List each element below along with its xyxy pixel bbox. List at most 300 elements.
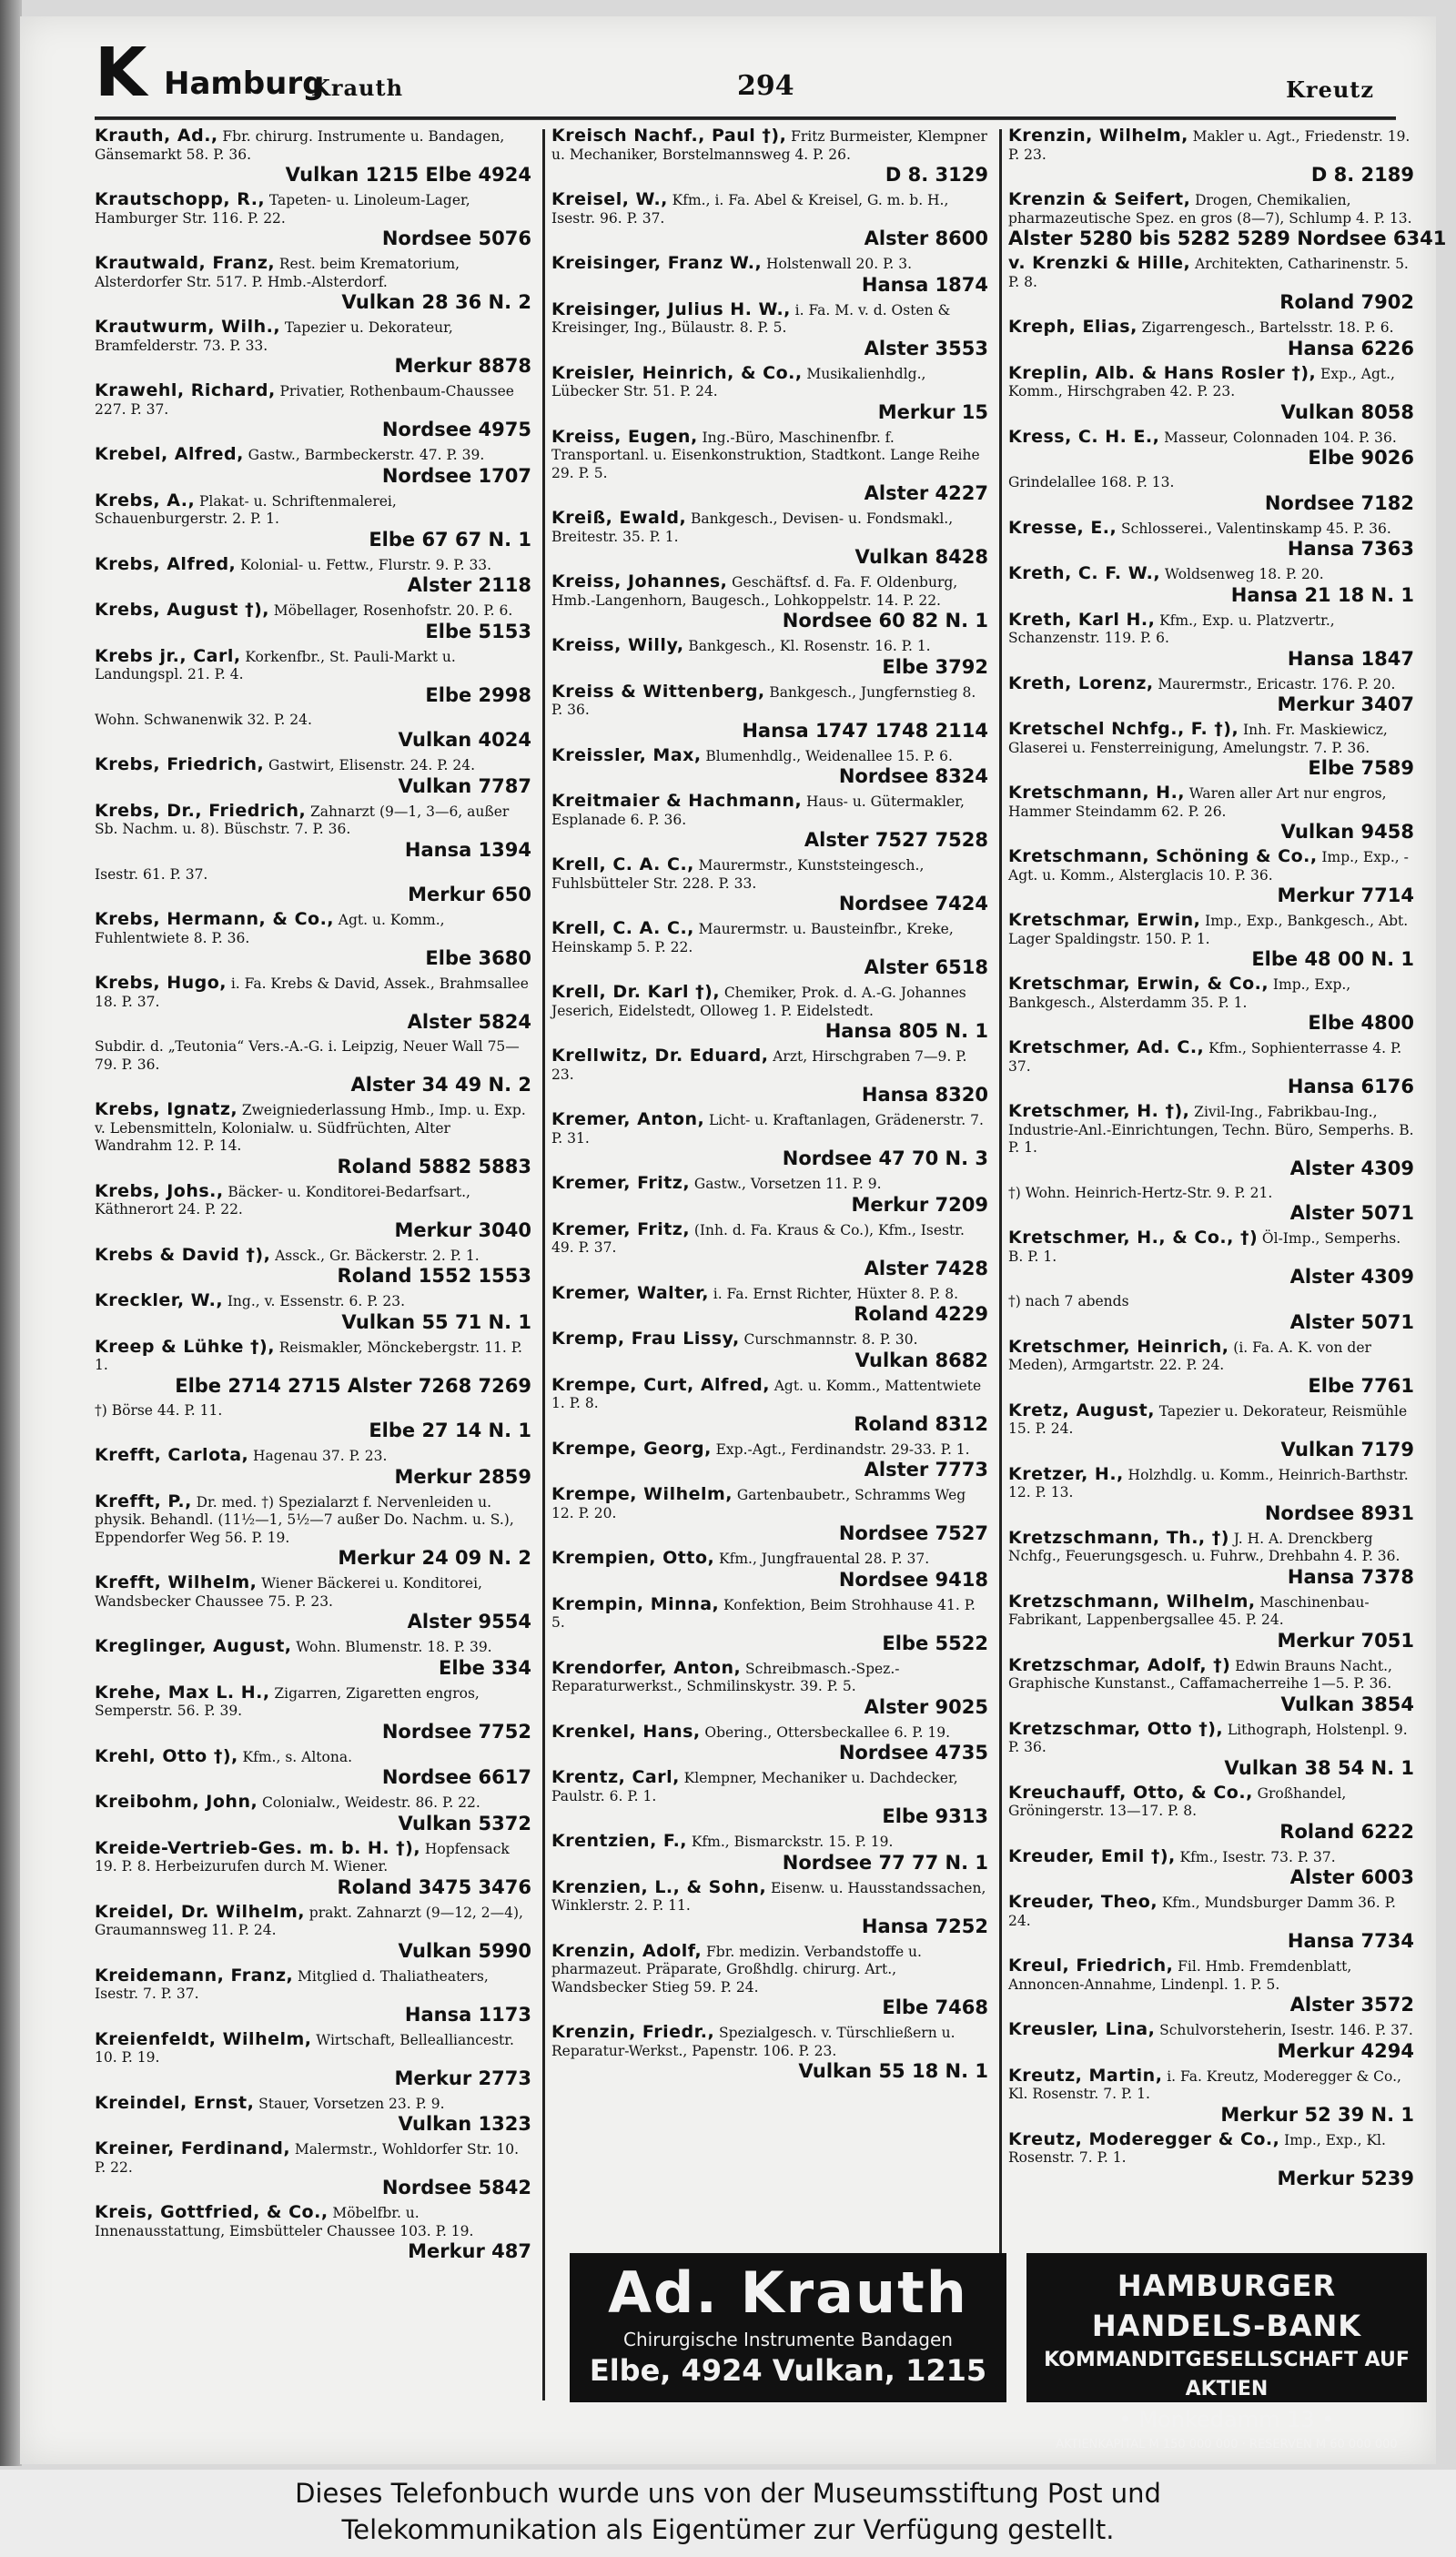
directory-entry — [1008, 517, 1414, 561]
entry-phone-numbers: Alster 6518 — [864, 956, 988, 978]
entry-phone-numbers: Vulkan 7787 — [398, 774, 531, 797]
entry-name: Kreitmaier & Hachmann, — [551, 791, 803, 811]
directory-entry — [551, 298, 988, 360]
city-name: Hamburg — [164, 66, 325, 102]
entry-description: Korkenfbr., St. Pauli-Markt u. Landungspl. 21. P. 4. — [95, 648, 456, 682]
directory-entry — [95, 191, 531, 250]
entry-phone-numbers: Elbe 7589 — [1308, 757, 1414, 779]
directory-entry — [95, 553, 531, 598]
entry-phone-numbers: Nordsee 6617 — [381, 1766, 531, 1788]
entry-description: Tapezier u. Dekorateur, Bramfelderstr. 73. P. 33. — [95, 319, 453, 354]
directory-entry — [1008, 1336, 1414, 1398]
entry-description: Stauer, Vorsetzen 23. P. 9. — [258, 2095, 445, 2112]
entry-name: Kreisinger, Franz W., — [551, 253, 763, 273]
entry-name: Krautwurm, Wilh., — [95, 317, 281, 337]
entry-name: Kremer, Fritz, — [551, 1218, 691, 1239]
entry-description: Lithograph, Holstenpl. 9. P. 36. — [1008, 1721, 1408, 1755]
entry-description: Plakat- u. Schriftenmalerei, Schauenburgerstr. 2. P. 1. — [95, 492, 397, 527]
entry-phone-numbers: Alster 5824 — [407, 1011, 531, 1033]
directory-entry — [1008, 318, 1414, 360]
entry-phone-numbers: Hansa 6176 — [1287, 1076, 1414, 1097]
directory-entry — [95, 1745, 531, 1790]
directory-entry — [551, 1833, 988, 1875]
entry-description: Spezialgesch. v. Türschließern u. Reparatur-Werkst., Papenstr. 106. P. 23. — [551, 2025, 956, 2059]
directory-entry — [1008, 474, 1414, 515]
directory-entry — [95, 800, 531, 862]
entry-description: Imp., Exp., Bankgesch., Abt. Lager Spaldingstr. 150. P. 1. — [1008, 913, 1409, 947]
entry-phone-numbers: Elbe 27 14 N. 1 — [369, 1420, 531, 1441]
entry-description: Exp.-Agt., Ferdinandstr. 29-33. P. 1. — [715, 1440, 970, 1458]
entry-name: Kreplin, Alb. & Hans Rosler †), — [1008, 362, 1317, 383]
entry-description: Maurermstr., Ericastr. 176. P. 20. — [1158, 675, 1396, 692]
entry-name: Krebs, Ignatz, — [95, 1099, 238, 1119]
directory-entry — [95, 2092, 531, 2137]
entry-name: Krell, C. A. C., — [551, 918, 694, 938]
directory-entry — [551, 1330, 988, 1372]
directory-entry — [95, 1574, 531, 1633]
directory-entry — [1008, 1103, 1414, 1180]
entry-description: Agt. u. Komm., Mattentwiete 1. P. 8. — [551, 1377, 982, 1411]
directory-entry — [551, 426, 988, 506]
entry-name: Kreglinger, August, — [95, 1636, 292, 1656]
entry-name: Kretschmer, H., & Co., †) — [1008, 1228, 1259, 1248]
entry-description: Gastwirt, Elisenstr. 24. P. 24. — [268, 757, 476, 773]
directory-entry — [1008, 975, 1414, 1035]
entry-description: Masseur, Colonnaden 104. P. 36. — [1164, 429, 1397, 446]
column-3 — [1008, 126, 1447, 2402]
entry-description: Drogen, Chemikalien, pharmazeutische Spez. en gros (8—7), Schlump 4. P. 13. — [1008, 192, 1412, 227]
entry-description: Haus- u. Gütermakler, Esplanade 6. P. 36. — [551, 793, 965, 828]
entry-name: Kreiss & Wittenberg, — [551, 681, 765, 702]
entry-name: Kretzer, H., — [1008, 1463, 1124, 1484]
entry-description: Tapeten- u. Linoleum-Lager, Hamburger Str. 116. P. 22. — [95, 192, 470, 227]
entry-description: Schulvorsteherin, Isestr. 146. P. 37. — [1159, 2022, 1413, 2038]
directory-entry — [95, 2028, 531, 2090]
entry-name: Kreiss, Eugen, — [551, 426, 698, 447]
entry-description: Schlosserei., Valentinskamp 45. P. 36. — [1121, 520, 1391, 537]
directory-entry — [95, 1493, 531, 1571]
entry-phone-numbers: Alster 7527 7528 — [804, 829, 988, 851]
entry-description: Malermstr., Wohldorfer Str. 10. P. 22. — [95, 2141, 520, 2176]
entry-phone-numbers: Nordsee 1707 — [381, 464, 531, 487]
directory-entry — [551, 637, 988, 679]
directory-entry — [95, 127, 531, 187]
directory-entry — [95, 1038, 531, 1097]
entry-description: i. Fa. Ernst Richter, Hüxter 8. P. 8. — [713, 1285, 959, 1302]
entry-name: Kreisinger, Julius H. W., — [551, 298, 791, 319]
directory-entry — [551, 573, 988, 632]
entry-phone-numbers: D 8. 2189 — [1310, 164, 1414, 186]
directory-entry — [1008, 1293, 1414, 1334]
entry-name: Krauth, Ad., — [95, 126, 218, 146]
entry-description: Wohn. Blumenstr. 18. P. 39. — [296, 1639, 492, 1655]
entry-phone-numbers: Hansa 1173 — [404, 2003, 531, 2026]
entry-name: Kreuder, Theo, — [1008, 1892, 1158, 1912]
directory-entry — [551, 1550, 988, 1592]
entry-name: Kremp, Frau Lissy, — [551, 1329, 740, 1349]
entry-phone-numbers: Elbe 48 00 N. 1 — [1251, 948, 1414, 970]
entry-phone-numbers: Elbe 7761 — [1308, 1374, 1414, 1397]
entry-name: Kresse, E., — [1008, 517, 1117, 538]
entry-name: Kretzschmar, Adolf, †) — [1008, 1654, 1231, 1675]
entry-phone-numbers: Roland 5882 5883 — [337, 1155, 531, 1177]
directory-entry — [1008, 2021, 1414, 2063]
entry-description: Maurermstr. u. Bausteinfbr., Kreke, Heinskamp 5. P. 22. — [551, 921, 954, 955]
entry-name: Krenkel, Hans, — [551, 1721, 701, 1742]
entry-phone-numbers: Roland 8312 — [854, 1412, 988, 1435]
entry-name: Kreide-Vertrieb-Ges. m. b. H. †), — [95, 1837, 421, 1858]
entry-phone-numbers: Hansa 21 18 N. 1 — [1230, 583, 1414, 606]
entry-description: †) Wohn. Heinrich-Hertz-Str. 9. P. 21. — [1008, 1184, 1273, 1201]
entry-phone-numbers: Merkur 3407 — [1277, 693, 1414, 715]
entry-description: Wirtschaft, Bellealliancestr. 10. P. 19. — [95, 2031, 514, 2066]
entry-phone-numbers: Alster 3572 — [1289, 1994, 1414, 2016]
entry-phone-numbers: Vulkan 1215 Elbe 4924 — [285, 164, 531, 186]
entry-name: Kreutz, Moderegger & Co., — [1008, 2128, 1280, 2149]
last-entry-keyword: Kreutz — [1286, 76, 1374, 103]
directory-entry — [551, 1440, 988, 1482]
directory-entry — [95, 911, 531, 970]
entry-description: Bankgesch., Kl. Rosenstr. 16. P. 1. — [688, 638, 931, 654]
entry-phone-numbers: Nordsee 4975 — [381, 419, 531, 440]
entry-phone-numbers: Nordsee 8931 — [1264, 1501, 1414, 1524]
entry-phone-numbers: Hansa 805 N. 1 — [824, 1020, 988, 1042]
entry-description: Gartenbaubetr., Schramms Weg 12. P. 20. — [551, 1487, 966, 1521]
entry-name: Kretzschmann, Th., †) — [1008, 1527, 1229, 1548]
entry-name: Krempien, Otto, — [551, 1548, 715, 1568]
entry-phone-numbers: Roland 4229 — [854, 1303, 988, 1325]
directory-entry — [551, 191, 988, 250]
entry-phone-numbers: Elbe 2714 2715 Alster 7268 7269 — [175, 1374, 531, 1397]
entry-description: Obering., Ottersbeckallee 6. P. 19. — [704, 1723, 951, 1741]
entry-phone-numbers: Vulkan 4024 — [398, 729, 531, 751]
entry-description: Architekten, Catharinenstr. 5. P. 8. — [1008, 256, 1409, 290]
entry-name: Krebs, Alfred, — [95, 553, 237, 574]
entry-phone-numbers: Alster 4309 — [1289, 1266, 1414, 1288]
entry-name: Kreph, Elias, — [1008, 317, 1138, 337]
entry-description: Geschäftsf. d. Fa. F. Oldenburg, Hmb.-Langenhorn, Baugesch., Lohkoppelstr. 14. P. 22. — [551, 574, 958, 609]
column-1 — [95, 127, 531, 2402]
entry-name: Krebs, Dr., Friedrich, — [95, 800, 307, 821]
entry-name: Kreiss, Willy, — [551, 635, 684, 655]
footer-line-2: Telekommunikation als Eigentümer zur Verfügung gestellt. — [341, 2514, 1115, 2545]
directory-entry — [95, 1292, 531, 1334]
entry-name: Krenzin, Friedr., — [551, 2022, 715, 2042]
entry-name: Krempe, Curt, Alfred, — [551, 1374, 770, 1395]
entry-phone-numbers: Merkur 3040 — [394, 1218, 531, 1241]
directory-entry — [551, 984, 988, 1043]
entry-description: Wiener Bäckerei u. Konditorei, Wandsbecker Chaussee 75. P. 23. — [95, 1575, 482, 1610]
entry-phone-numbers: Alster 4309 — [1289, 1157, 1414, 1179]
directory-entry — [1008, 1784, 1414, 1844]
entry-description: i. Fa. Krebs & David, Assek., Brahmsallee 18. P. 37. — [95, 975, 529, 1010]
entry-description: i. Fa. M. v. d. Osten & Kreisinger, Ing., Bülaustr. 8. P. 5. — [551, 301, 951, 336]
directory-entry — [95, 1794, 531, 1835]
entry-description: Grindelallee 168. P. 13. — [1008, 474, 1175, 490]
directory-entry — [1008, 1894, 1414, 1953]
entry-description: Agt. u. Komm., Fuhlentwiete 8. P. 36. — [95, 912, 445, 946]
entry-name: Kretschmann, H., — [1008, 783, 1186, 803]
entry-phone-numbers: Alster 3553 — [864, 337, 988, 359]
entry-description: Klempner, Mechaniker u. Dachdecker, Paulstr. 6. P. 1. — [551, 1770, 958, 1804]
entry-phone-numbers: Nordsee 7182 — [1264, 491, 1414, 514]
entry-description: Colonialw., Weidestr. 86. P. 22. — [261, 1794, 480, 1811]
entry-phone-numbers: Merkur 24 09 N. 2 — [338, 1547, 531, 1569]
entry-phone-numbers: Nordsee 77 77 N. 1 — [782, 1851, 988, 1874]
page-number: 294 — [737, 70, 794, 102]
entry-description: Möbellager, Rosenhofstr. 20. P. 6. — [273, 602, 513, 619]
entry-name: Kreissler, Max, — [551, 744, 702, 765]
entry-description: Bankgesch., Jungfernstieg 8. P. 36. — [551, 683, 976, 718]
entry-phone-numbers: Merkur 7209 — [851, 1193, 988, 1216]
archive-footer — [0, 2470, 1456, 2557]
entry-name: Kreis, Gottfried, & Co., — [95, 2202, 329, 2222]
entry-phone-numbers: Nordsee 5076 — [381, 227, 531, 249]
entry-name: Krautschopp, R., — [95, 189, 266, 209]
entry-phone-numbers: Hansa 7363 — [1287, 538, 1414, 560]
entry-phone-numbers: Alster 7428 — [864, 1257, 988, 1279]
entry-name: Krebs, A., — [95, 490, 196, 510]
directory-entry — [1008, 426, 1414, 470]
entry-name: Kreth, Karl H., — [1008, 609, 1156, 630]
directory-entry — [95, 1967, 531, 2026]
entry-name: Kretschmer, Heinrich, — [1008, 1336, 1229, 1357]
directory-entry — [551, 362, 988, 424]
entry-phone-numbers: Hansa 1874 — [861, 273, 988, 296]
entry-phone-numbers: Vulkan 8682 — [854, 1349, 988, 1371]
entry-description: Kfm., Jungfrauental 28. P. 37. — [719, 1551, 930, 1567]
directory-entry — [1008, 1593, 1414, 1652]
entry-phone-numbers: Vulkan 3854 — [1280, 1693, 1414, 1715]
entry-name: Krehe, Max L. H., — [95, 1682, 270, 1703]
entry-name: Krempe, Wilhelm, — [551, 1484, 733, 1504]
directory-entry — [95, 866, 531, 907]
ad-krauth-phones: Elbe, 4924 Vulkan, 1215 — [589, 2353, 987, 2388]
entry-name: Krebs, August †), — [95, 600, 269, 620]
entry-name: Krenzin & Seifert, — [1008, 189, 1191, 209]
directory-entry — [95, 382, 531, 441]
entry-name: Krempin, Minna, — [551, 1593, 720, 1614]
entry-phone-numbers: Merkur 15 — [877, 400, 988, 423]
entry-description: Mitglied d. Thaliatheaters, Isestr. 7. P. 37. — [95, 1967, 489, 2002]
entry-description: Chemiker, Prok. d. A.-G. Johannes Jeserich, Eidelstedt, Olloweg 1. P. Eidelstedt. — [551, 985, 966, 1019]
entry-phone-numbers: Nordsee 7424 — [838, 893, 988, 915]
entry-phone-numbers: Merkur 7051 — [1277, 1629, 1414, 1652]
entry-name: Krenzin, Adolf, — [551, 1940, 703, 1961]
directory-entry — [1008, 1229, 1414, 1289]
entry-description: Maschinenbau-Fabrikant, Lappenbergsallee 45. P. 24. — [1008, 1593, 1370, 1628]
entry-description: Kfm., Mundsburger Damm 36. P. 24. — [1008, 1895, 1396, 1929]
entry-phone-numbers: Vulkan 55 71 N. 1 — [341, 1310, 531, 1333]
entry-phone-numbers: Merkur 2773 — [394, 2067, 531, 2089]
entry-description: Reismakler, Mönckebergstr. 11. P. 1. — [95, 1339, 522, 1373]
entry-name: Kremer, Walter, — [551, 1282, 709, 1303]
directory-entry — [95, 1101, 531, 1178]
directory-entry — [95, 1638, 531, 1680]
directory-entry — [1008, 565, 1414, 607]
entry-phone-numbers: Alster 5280 bis 5282 5289 Nordsee 6341 — [1008, 227, 1447, 249]
directory-entry — [95, 601, 531, 643]
directory-entry — [1008, 1463, 1414, 1525]
directory-entry — [95, 1180, 531, 1242]
directory-entry — [1008, 672, 1414, 717]
entry-name: v. Krenzki & Hille, — [1008, 253, 1191, 273]
entry-description: Bankgesch., Devisen- u. Fondsmakl., Breitestr. 35. P. 1. — [551, 510, 954, 545]
entry-name: Kretschmann, Schöning & Co., — [1008, 846, 1318, 866]
entry-phone-numbers: Nordsee 7752 — [381, 1720, 531, 1743]
entry-description: Hopfensack 19. P. 8. Herbeizurufen durch M. Wiener. — [95, 1840, 510, 1875]
entry-phone-numbers: Nordsee 47 70 N. 3 — [782, 1147, 988, 1169]
entry-name: Kreiß, Ewald, — [551, 508, 687, 528]
entry-description: Zigarrengesch., Bartelsstr. 18. P. 6. — [1141, 319, 1394, 336]
entry-phone-numbers: Merkur 4294 — [1277, 2039, 1414, 2062]
entry-phone-numbers: Hansa 8320 — [861, 1084, 988, 1106]
entry-phone-numbers: Alster 9025 — [864, 1695, 988, 1718]
entry-description: Schreibmasch.-Spez.-Reparaturwerkst., Schmilinskystr. 39. P. 5. — [551, 1660, 900, 1694]
entry-phone-numbers: Alster 2118 — [407, 574, 531, 596]
entry-phone-numbers: Merkur 2859 — [394, 1465, 531, 1488]
directory-entry — [551, 793, 988, 852]
entry-name: Kremer, Anton, — [551, 1109, 705, 1129]
entry-description: Hagenau 37. P. 23. — [253, 1448, 388, 1464]
ad-bank-subtitle: KOMMANDITGESELLSCHAFT AUF AKTIEN — [1044, 2349, 1410, 2400]
directory-entry — [95, 318, 531, 378]
directory-entry — [95, 645, 531, 707]
directory-entry — [1008, 1402, 1414, 1461]
directory-entry — [95, 1336, 531, 1398]
entry-phone-numbers: Alster 6003 — [1289, 1866, 1414, 1888]
directory-entry — [95, 1901, 531, 1963]
entry-name: Kretschel Nchfg., F. †), — [1008, 719, 1239, 739]
entry-name: Krell, Dr. Karl †), — [551, 982, 721, 1002]
entry-description: Wohn. Schwanenwik 32. P. 24. — [95, 711, 312, 728]
entry-description: Maurermstr., Kunststeingesch., Fuhlsbütteler Str. 228. P. 33. — [551, 857, 925, 892]
entry-phone-numbers: Merkur 8878 — [394, 355, 531, 377]
entry-phone-numbers: Nordsee 9418 — [838, 1568, 988, 1591]
page-header — [73, 36, 1383, 118]
entry-name: Kreiss, Johannes, — [551, 571, 728, 591]
entry-phone-numbers: Elbe 4800 — [1308, 1012, 1414, 1034]
entry-description: Isestr. 61. P. 37. — [95, 865, 208, 883]
entry-phone-numbers: Nordsee 7527 — [838, 1522, 988, 1544]
entry-phone-numbers: Alster 8600 — [864, 227, 988, 249]
directory-entry — [95, 492, 531, 551]
entry-description: Möbelfbr. u. Innenausstattung, Eimsbütteler Chaussee 103. P. 19. — [95, 2205, 474, 2239]
entry-name: Kress, C. H. E., — [1008, 426, 1160, 447]
entry-description: Rest. beim Krematorium, Alsterdorfer Str. 517. P. Hmb.-Alsterdorf. — [95, 256, 460, 290]
directory-entry — [95, 1244, 531, 1289]
entry-phone-numbers: Alster 7773 — [864, 1459, 988, 1481]
ad-krauth-title: Ad. Krauth — [608, 2259, 968, 2326]
directory-entry — [95, 2140, 531, 2199]
entry-description: Gastw., Vorsetzen 11. P. 9. — [693, 1176, 882, 1192]
directory-entry — [551, 856, 988, 915]
entry-phone-numbers: Hansa 1747 1748 2114 — [742, 719, 988, 742]
entry-description: Zivil-Ing., Fabrikbau-Ing., Industrie-Anl.-Einrichtungen, Techn. Büro, Semperhs. B. P. 1. — [1008, 1104, 1414, 1156]
entry-phone-numbers: Elbe 5153 — [425, 620, 531, 642]
entry-phone-numbers: Hansa 6226 — [1287, 337, 1414, 359]
entry-description: Konfektion, Beim Strohhause 41. P. 5. — [551, 1596, 976, 1631]
directory-entry — [551, 2024, 988, 2083]
entry-description: †) nach 7 abends — [1008, 1293, 1129, 1309]
entry-name: Krenzin, Wilhelm, — [1008, 126, 1188, 146]
entry-description: Woldsenweg 18. P. 20. — [1164, 566, 1324, 582]
entry-description: Dr. med. †) Spezialarzt f. Nervenleiden u. physik. Behandl. (11½—1, 5½—7 außer Do. Nachm. u. S.), Eppendorfer Weg 56. P. 19. — [95, 1493, 514, 1546]
entry-phone-numbers: Vulkan 38 54 N. 1 — [1224, 1756, 1414, 1779]
entry-phone-numbers: Elbe 5522 — [882, 1632, 988, 1654]
entry-description: Zigarren, Zigaretten engros, Semperstr. 56. P. 39. — [95, 1684, 480, 1719]
entry-name: Kreul, Friedrich, — [1008, 1956, 1174, 1976]
entry-description: Edwin Brauns Nacht., Graphische Kunstanst., Caffamacherreihe 1—5. P. 36. — [1008, 1657, 1392, 1692]
entry-description: Gastw., Barmbeckerstr. 47. P. 39. — [248, 447, 485, 463]
entry-description: (i. Fa. A. K. von der Meden), Armgartstr. 22. P. 24. — [1008, 1339, 1371, 1373]
entry-phone-numbers: Hansa 7252 — [861, 1915, 988, 1937]
directory-entry — [1008, 848, 1414, 907]
entry-name: Kreusler, Lina, — [1008, 2019, 1156, 2039]
directory-entry — [551, 127, 988, 187]
entry-phone-numbers: Merkur 52 39 N. 1 — [1220, 2103, 1414, 2126]
directory-entry — [1008, 1718, 1414, 1780]
entry-name: Kretschmer, Ad. C., — [1008, 1037, 1205, 1057]
entry-description: Fritz Burmeister, Klempner u. Mechaniker, Borstelmannsweg 4. P. 26. — [551, 128, 987, 163]
entry-phone-numbers: Vulkan 55 18 N. 1 — [798, 2060, 988, 2082]
entry-description: Öl-Imp., Semperhs. B. P. 1. — [1008, 1230, 1401, 1265]
directory-entry — [1008, 189, 1447, 250]
entry-description: Kolonial- u. Fettw., Flurstr. 9. P. 33. — [240, 556, 492, 573]
entry-name: Kreth, C. F. W., — [1008, 563, 1161, 583]
entry-description: i. Fa. Kreutz, Moderegger & Co., Kl. Rosenstr. 7. P. 1. — [1008, 2067, 1401, 2102]
directory-entry — [551, 1111, 988, 1170]
entry-phone-numbers: Alster 34 49 N. 2 — [350, 1074, 531, 1096]
directory-entry — [551, 1486, 988, 1545]
entry-description: Kfm., s. Altona. — [242, 1748, 352, 1765]
entry-phone-numbers: Nordsee 4735 — [838, 1742, 988, 1764]
entry-phone-numbers: Vulkan 5990 — [398, 1939, 531, 1962]
entry-name: Kreep & Lühke †), — [95, 1336, 275, 1357]
column-divider — [542, 129, 545, 2400]
entry-phone-numbers: Vulkan 5372 — [398, 1812, 531, 1834]
directory-entry — [551, 255, 988, 297]
entry-name: Krentzien, F., — [551, 1831, 688, 1851]
directory-entry — [95, 1447, 531, 1489]
directory-entry — [551, 683, 988, 743]
entry-name: Kretz, August, — [1008, 1400, 1155, 1420]
entry-name: Krenzien, L., & Sohn, — [551, 1876, 767, 1897]
entry-name: Krebs jr., Carl, — [95, 645, 241, 666]
directory-entry — [551, 1769, 988, 1828]
entry-name: Krefft, P., — [95, 1491, 192, 1511]
entry-name: Krebel, Alfred, — [95, 444, 244, 464]
entry-phone-numbers: Merkur 5239 — [1277, 2167, 1414, 2189]
entry-phone-numbers: Vulkan 7179 — [1280, 1438, 1414, 1460]
entry-description: Inh. Fr. Maskiewicz, Glaserei u. Fensterreinigung, Amelungstr. 7. P. 36. — [1008, 722, 1388, 756]
entry-name: Kretzschmann, Wilhelm, — [1008, 1591, 1256, 1612]
directory-entry — [1008, 1845, 1414, 1890]
directory-entry — [1008, 2067, 1414, 2127]
entry-description: Kfm., Sophienterrasse 4. P. 37. — [1008, 1040, 1402, 1075]
directory-entry — [551, 744, 988, 789]
entry-name: Krell, C. A. C., — [551, 854, 694, 874]
entry-name: Krefft, Carlota, — [95, 1445, 249, 1465]
entry-name: Kreth, Lorenz, — [1008, 672, 1154, 693]
directory-entry — [1008, 2128, 1414, 2190]
directory-entry — [551, 510, 988, 569]
entry-description: Subdir. d. „Teutonia“ Vers.-A.-G. i. Leipzig, Neuer Wall 75—79. P. 36. — [95, 1038, 520, 1073]
directory-entry — [95, 712, 531, 753]
entry-name: Krefft, Wilhelm, — [95, 1572, 258, 1592]
entry-description: Kfm., Exp. u. Platzvertr., Schanzenstr. 119. P. 6. — [1008, 611, 1335, 646]
entry-phone-numbers: Roland 3475 3476 — [337, 1875, 531, 1898]
